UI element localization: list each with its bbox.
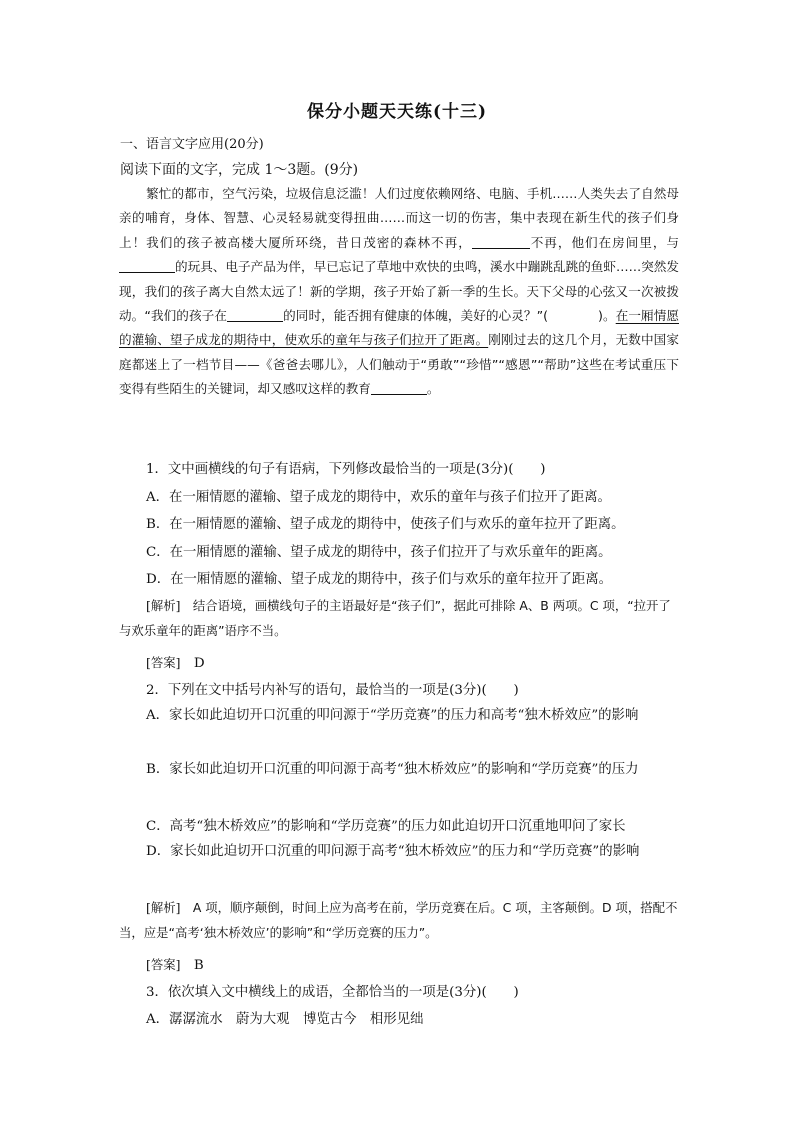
fill-blank-2 xyxy=(119,258,175,273)
passage-text: 繁忙的都市，空气污染，垃圾信息泛滥！人们过度依赖网络、电脑、手机……人类失去了自然母亲的哺育，身体、智慧、心灵轻易就变得扭曲……而这一切的伤害，集中表现在新生代的孩子们身上！我们的孩子被高楼大厦所环绕，昔日茂密的森林不再， xyxy=(119,186,679,250)
explanation-tag: [解析] xyxy=(146,900,181,915)
section-heading: 一、语言文字应用(20分) xyxy=(120,137,264,152)
passage-text: 。 xyxy=(426,381,440,397)
answer-value: D xyxy=(193,656,205,671)
q2-option-a: A．家长如此迫切开口沉重的叩问源于“学历竞赛”的压力和高考“独木桥效应”的影响 xyxy=(146,708,639,723)
question-2: 2．下列在文中括号内补写的语句，最恰当的一项是(3分)( ) xyxy=(146,683,519,698)
q2-answer xyxy=(146,954,678,973)
reading-prompt: 阅读下面的文字，完成 1～3题。(9分) xyxy=(120,162,359,178)
explanation-tag: [解析] xyxy=(146,598,181,613)
question-3: 3．依次填入文中横线上的成语，全都恰当的一项是(3分)( ) xyxy=(146,985,519,1000)
fill-blank-1 xyxy=(472,234,530,249)
answer-value: B xyxy=(193,958,204,973)
q1-option-a: A．在一厢情愿的灌输、望子成龙的期待中，欢乐的童年与孩子们拉开了距离。 xyxy=(146,490,611,505)
explanation-text: A 项，顺序颠倒，时间上应为高考在前，学历竞赛在后。C 项，主客颠倒。D 项，搭配不当，应是“高考‘独木桥效应’的影响”和“学历竞赛的压力”。 xyxy=(119,900,678,940)
passage-text: )。 xyxy=(598,308,616,324)
reading-passage xyxy=(119,182,679,402)
q1-explanation xyxy=(119,593,679,643)
question-1: 1．文中画横线的句子有语病，下列修改最恰当的一项是(3分)( ) xyxy=(146,462,546,477)
q1-option-b: B．在一厢情愿的灌输、望子成龙的期待中，使孩子们与欢乐的童年拉开了距离。 xyxy=(146,517,625,532)
passage-text: 刚刚过去的这几个月，无数中国家庭都迷上了一档节目——《爸爸去哪儿》，人们触动于“勇敢”“珍惜”“感恩”“帮助”这些在考试重压下变得有些陌生的关键词，却又感叹这样的教育 xyxy=(119,332,680,397)
passage-text: 的同时，能否拥有健康的体魄，美好的心灵？”( xyxy=(283,308,549,324)
answer-tag: [答案] xyxy=(146,957,181,972)
underlined-sentence: 在一厢情愿的灌输、望子成龙的期待中，使欢乐的童年与孩子们拉开了距离。 xyxy=(119,308,679,348)
fill-blank-4 xyxy=(371,380,427,395)
explanation-text: 结合语境，画横线句子的主语最好是“孩子们”，据此可排除 A、B 两项。C 项，“拉开了与欢乐童年的距离”语序不当。 xyxy=(119,598,671,638)
passage-text: 不再，他们在房间里，与 xyxy=(529,234,680,250)
answer-tag: [答案] xyxy=(146,655,181,670)
page-title: 保分小题天天练(十三) xyxy=(306,102,488,122)
q2-option-d: D．家长如此迫切开口沉重的叩问源于高考“独木桥效应”的压力和“学历竞赛”的影响 xyxy=(146,844,640,859)
q1-answer xyxy=(146,652,678,671)
q3-option-a: A．潺潺流水 蔚为大观 博览古今 相形见绌 xyxy=(146,1012,424,1027)
q2-option-c: C．高考“独木桥效应”的影响和“学历竞赛”的压力如此迫切开口沉重地叩问了家长 xyxy=(146,819,626,834)
q1-option-c: C．在一厢情愿的灌输、望子成龙的期待中，孩子们拉开了与欢乐童年的距离。 xyxy=(146,545,612,560)
q1-option-d: D．在一厢情愿的灌输、望子成龙的期待中，孩子们与欢乐的童年拉开了距离。 xyxy=(146,572,613,587)
passage-text: 的玩具、电子产品为伴，早已忘记了草地中欢快的虫鸣，溪水中蹦跳乱跳的鱼虾……突然发现，我们的孩子离大自然太远了！新的学期，孩子开始了新一季的生长。天下父母的心弦又一次被拨动。“我们的孩子在 xyxy=(119,259,679,324)
fill-blank-3 xyxy=(227,307,283,322)
q2-explanation xyxy=(119,895,679,945)
q2-option-b: B．家长如此迫切开口沉重的叩问源于高考“独木桥效应”的影响和“学历竞赛”的压力 xyxy=(146,762,639,777)
